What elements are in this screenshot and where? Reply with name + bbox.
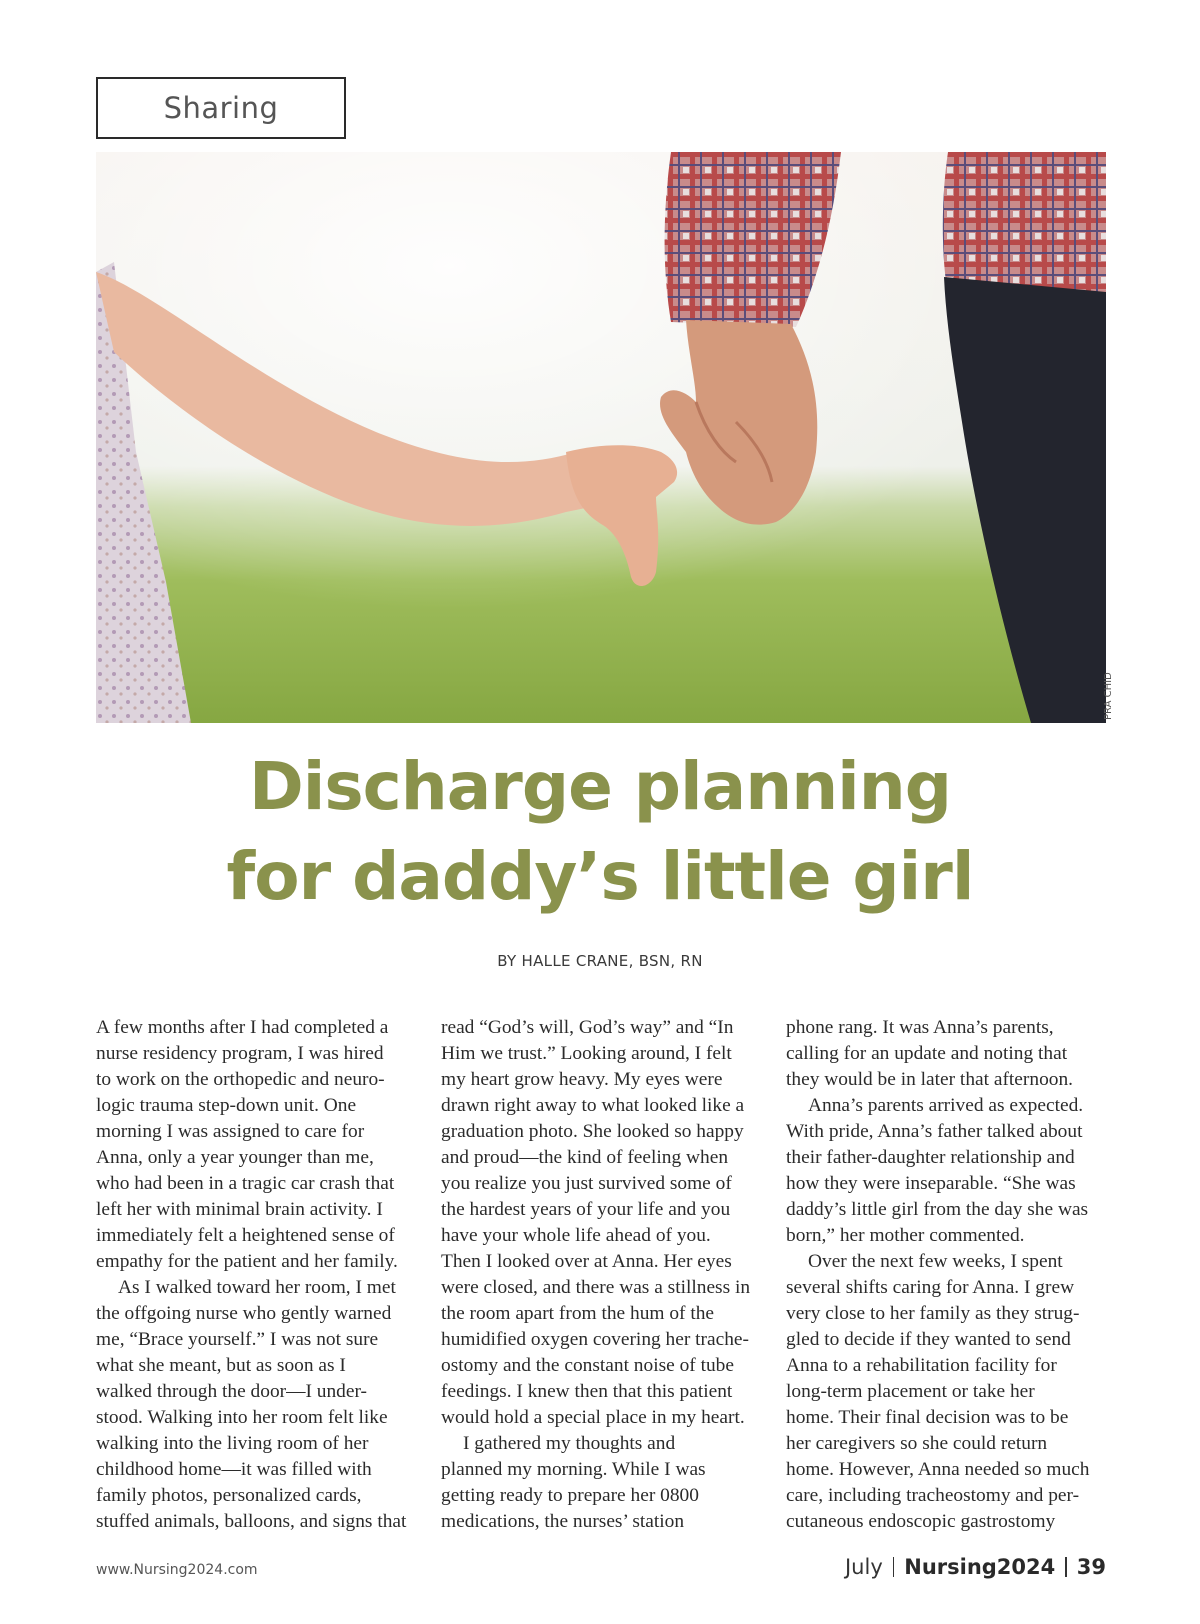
body-text-line: left her with minimal brain activity. I [96,1199,383,1220]
body-text-line: phone rang. It was Anna’s parents, [786,1017,1054,1038]
body-text-line: read “God’s will, God’s way” and “In [441,1017,734,1038]
body-text-line: the offgoing nurse who gently warned [96,1303,392,1324]
title-line-1: Discharge planning [248,748,952,825]
hands-holding-photo-icon [96,152,1106,723]
body-text-line: drawn right away to what looked like a [441,1095,745,1116]
body-text-line: the hardest years of your life and you [441,1199,731,1220]
body-text-line: I gathered my thoughts and [463,1433,676,1454]
body-text-line: walking into the living room of her [96,1433,369,1454]
footer-divider [1065,1557,1067,1577]
body-text-line: have your whole life ahead of you. [441,1225,711,1246]
body-text-line: her caregivers so she could return [786,1433,1048,1454]
body-text-line: their father-daughter relationship and [786,1147,1075,1168]
body-text-line: Over the next few weeks, I spent [808,1251,1063,1272]
body-text-line: how they were inseparable. “She was [786,1173,1076,1194]
footer-url: www.Nursing2024.com [96,1562,258,1578]
body-text-line: and proud—the kind of feeling when [441,1147,729,1168]
body-text-line: empathy for the patient and her family. [96,1251,398,1272]
body-text-line: ostomy and the constant noise of tube [441,1355,734,1376]
body-text-line: walked through the door—I under- [96,1381,368,1402]
body-text-line: morning I was assigned to care for [96,1121,365,1142]
body-text-line: humidified oxygen covering her trache- [441,1329,749,1350]
body-text-line: very close to her family as they strug- [786,1303,1080,1324]
body-text-line: calling for an update and noting that [786,1043,1068,1064]
body-text-line: stood. Walking into her room felt like [96,1407,388,1428]
body-text-line: immediately felt a heightened sense of [96,1225,395,1246]
body-text-line: who had been in a tragic car crash that [96,1173,395,1194]
body-column-3 [786,1015,1116,1535]
body-text-line: Then I looked over at Anna. Her eyes [441,1251,732,1272]
photo-credit: PRA CHID [1103,672,1114,720]
footer-magazine: Nursing2024 [904,1555,1056,1579]
body-text-line: they would be in later that afternoon. [786,1069,1073,1090]
body-text-line: home. Their final decision was to be [786,1407,1069,1428]
hero-photo [96,152,1106,723]
footer-divider [893,1557,895,1577]
body-text-line: planned my morning. While I was [441,1459,706,1480]
section-label [96,77,346,139]
body-text-line: my heart grow heavy. My eyes were [441,1069,723,1090]
body-text-line: long-term placement or take her [786,1381,1035,1402]
body-text-line: stuffed animals, balloons, and signs that [96,1511,407,1532]
body-text-line: several shifts caring for Anna. I grew [786,1277,1075,1298]
body-text-line: the room apart from the hum of the [441,1303,715,1324]
footer-month: July [844,1555,883,1579]
section-label-text: Sharing [163,91,279,125]
body-text-line: home. However, Anna needed so much [786,1459,1090,1480]
body-text-line: would hold a special place in my heart. [441,1407,745,1428]
body-text-line: to work on the orthopedic and neuro- [96,1069,385,1090]
body-text-line: nurse residency program, I was hired [96,1043,384,1064]
body-text-line: what she meant, but as soon as I [96,1355,346,1376]
body-text-line: With pride, Anna’s father talked about [786,1121,1083,1142]
body-text-line: As I walked toward her room, I met [118,1277,396,1298]
body-text-line: Anna to a rehabilitation facility for [786,1355,1057,1376]
body-text-line: Anna’s parents arrived as expected. [808,1095,1084,1116]
footer-folio [845,1555,1106,1579]
body-text-line: cutaneous endoscopic gastrostomy [786,1511,1056,1532]
body-text-line: born,” her mother commented. [786,1225,1025,1246]
body-text-line: gled to decide if they wanted to send [786,1329,1071,1350]
byline: BY HALLE CRANE, BSN, RN [497,952,703,970]
title-line-2: for daddy’s little girl [226,838,974,915]
body-text-line: feedings. I knew then that this patient [441,1381,733,1402]
body-text-line: Him we trust.” Looking around, I felt [441,1043,732,1064]
body-text-line: were closed, and there was a stillness in [441,1277,751,1298]
body-text-line: medications, the nurses’ station [441,1511,685,1532]
body-text-line: family photos, personalized cards, [96,1485,362,1506]
body-text-line: getting ready to prepare her 0800 [441,1485,699,1506]
body-text-line: daddy’s little girl from the day she was [786,1199,1089,1220]
body-text-line: A few months after I had completed a [96,1017,389,1038]
body-text-line: me, “Brace yourself.” I was not sure [96,1329,379,1350]
body-text-line: you realize you just survived some of [441,1173,732,1194]
body-text-line: care, including tracheostomy and per- [786,1485,1080,1506]
body-text-line: childhood home—it was filled with [96,1459,372,1480]
article-title [0,742,1200,922]
body-column-1 [96,1015,426,1535]
body-column-2 [441,1015,771,1535]
page-number: 39 [1076,1555,1106,1579]
body-text-line: graduation photo. She looked so happy [441,1121,744,1142]
body-text-line: logic trauma step-down unit. One [96,1095,357,1116]
body-text-line: Anna, only a year younger than me, [96,1147,374,1168]
